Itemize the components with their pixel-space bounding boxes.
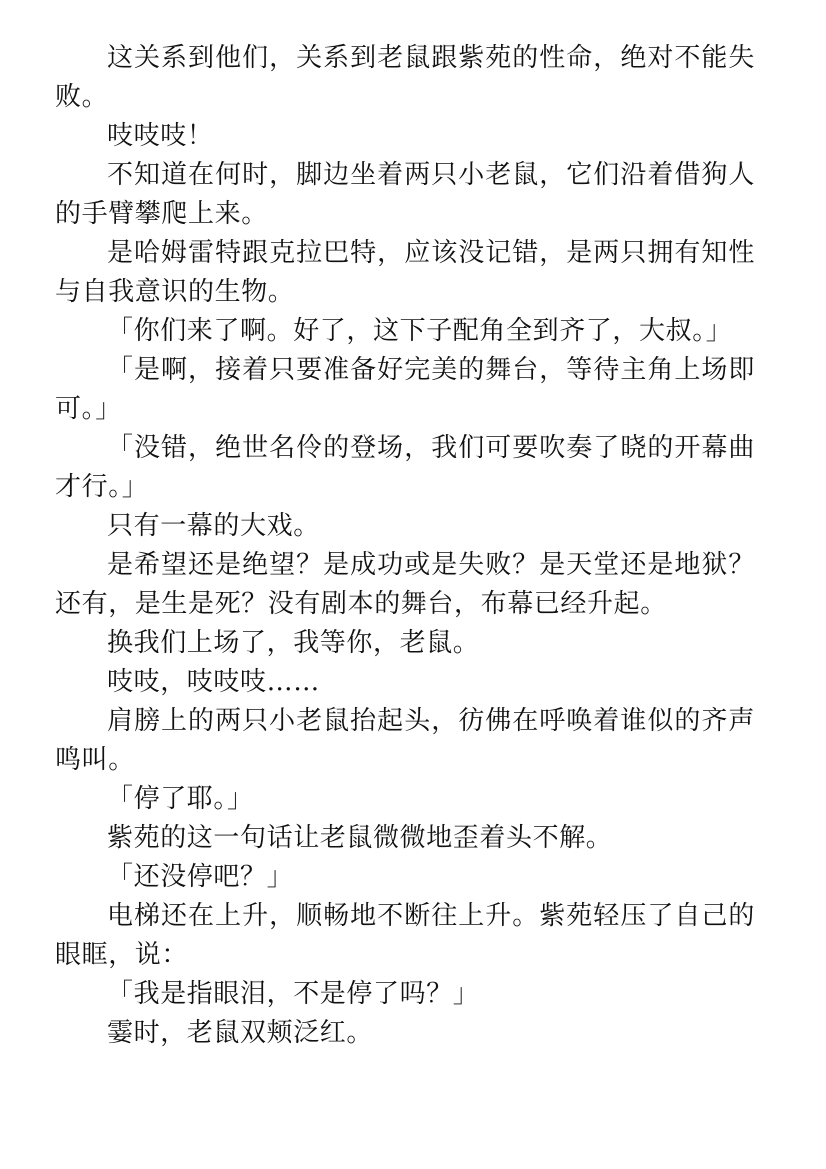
dialogue-paragraph: 「停了耶。」	[107, 784, 254, 814]
dialogue-paragraph: 「你们来了啊。好了，这下子配角全到齐了，大叔。」	[107, 316, 733, 346]
paragraph: 这关系到他们，关系到老鼠跟紫苑的性命，绝对不能失败。	[55, 43, 755, 112]
paragraph: 不知道在何时，脚边坐着两只小老鼠，它们沿着借狗人的手臂攀爬上来。	[55, 160, 755, 229]
paragraph: 肩膀上的两只小老鼠抬起头，彷佛在呼唤着谁似的齐声鸣叫。	[55, 706, 755, 775]
dialogue-paragraph: 「我是指眼泪，不是停了吗？」	[107, 979, 480, 1009]
dialogue-paragraph: 「是啊，接着只要准备好完美的舞台，等待主角上场即可。」	[55, 355, 755, 424]
paragraph: 换我们上场了，我等你，老鼠。	[107, 628, 480, 658]
paragraph: 紫苑的这一句话让老鼠微微地歪着头不解。	[107, 823, 613, 853]
paragraph: 只有一幕的大戏。	[107, 511, 320, 541]
dialogue-paragraph: 「还没停吧？」	[107, 862, 294, 892]
dialogue-paragraph: 「没错，绝世名伶的登场，我们可要吹奏了晓的开幕曲才行。」	[55, 433, 755, 502]
paragraph: 吱吱，吱吱吱……	[107, 667, 320, 697]
paragraph: 吱吱吱！	[107, 121, 214, 151]
paragraph: 是哈姆雷特跟克拉巴特，应该没记错，是两只拥有知性与自我意识的生物。	[55, 238, 755, 307]
paragraph: 是希望还是绝望？是成功或是失败？是天堂还是地狱？还有，是生是死？没有剧本的舞台，布幕已经升起。	[55, 550, 755, 619]
paragraph: 电梯还在上升，顺畅地不断往上升。紫苑轻压了自己的眼眶，说：	[55, 901, 755, 970]
paragraph: 霎时，老鼠双颊泛红。	[107, 1018, 374, 1048]
document-page	[55, 39, 755, 1053]
